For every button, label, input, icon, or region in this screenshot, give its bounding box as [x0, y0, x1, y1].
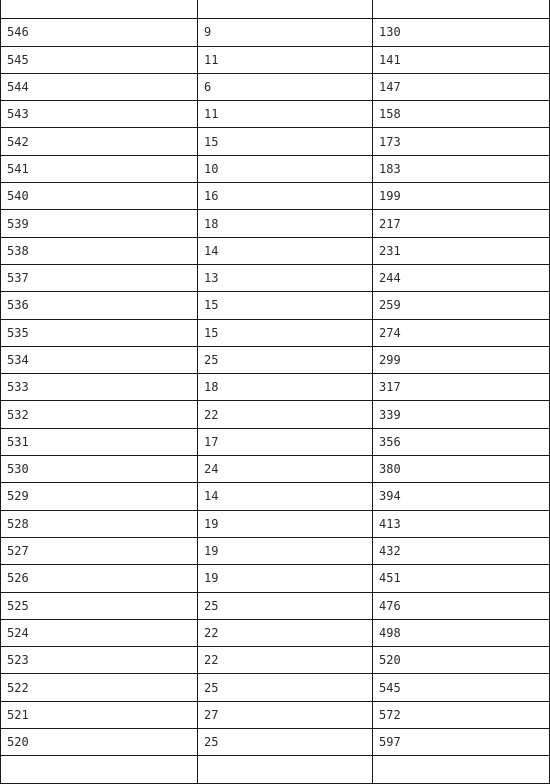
cumulative-cell: 130	[373, 19, 550, 46]
score-cell: 534	[1, 346, 198, 373]
score-cell: 536	[1, 292, 198, 319]
count-cell: 25	[198, 592, 373, 619]
score-cell: 521	[1, 701, 198, 728]
count-cell: 14	[198, 237, 373, 264]
score-cell: 520	[1, 729, 198, 756]
cumulative-cell	[373, 0, 550, 19]
table-row	[1, 456, 550, 483]
score-cell: 525	[1, 592, 198, 619]
cumulative-cell: 339	[373, 401, 550, 428]
table-row	[1, 183, 550, 210]
table-row	[1, 565, 550, 592]
count-cell: 15	[198, 292, 373, 319]
count-cell: 19	[198, 565, 373, 592]
cumulative-cell: 299	[373, 346, 550, 373]
count-cell: 25	[198, 674, 373, 701]
cumulative-cell: 231	[373, 237, 550, 264]
cumulative-cell: 147	[373, 73, 550, 100]
cumulative-cell: 173	[373, 128, 550, 155]
cumulative-cell: 451	[373, 565, 550, 592]
table-row	[1, 428, 550, 455]
score-cell: 535	[1, 319, 198, 346]
count-cell: 9	[198, 19, 373, 46]
cumulative-cell: 183	[373, 155, 550, 182]
count-cell: 11	[198, 101, 373, 128]
table-body	[1, 0, 550, 783]
count-cell	[198, 756, 373, 783]
count-cell: 15	[198, 319, 373, 346]
count-cell: 25	[198, 346, 373, 373]
score-cell: 528	[1, 510, 198, 537]
table-row	[1, 701, 550, 728]
count-cell: 10	[198, 155, 373, 182]
cumulative-cell: 274	[373, 319, 550, 346]
table-row	[1, 729, 550, 756]
score-cell: 541	[1, 155, 198, 182]
cumulative-cell: 476	[373, 592, 550, 619]
cumulative-cell: 545	[373, 674, 550, 701]
score-cell: 523	[1, 647, 198, 674]
table-row	[1, 374, 550, 401]
count-cell	[198, 0, 373, 19]
cumulative-cell: 141	[373, 46, 550, 73]
count-cell: 6	[198, 73, 373, 100]
score-cell	[1, 0, 198, 19]
cumulative-cell: 244	[373, 264, 550, 291]
cumulative-cell: 380	[373, 456, 550, 483]
score-cell: 538	[1, 237, 198, 264]
cumulative-cell: 413	[373, 510, 550, 537]
table-row	[1, 346, 550, 373]
score-cell: 524	[1, 619, 198, 646]
count-cell: 27	[198, 701, 373, 728]
score-cell: 531	[1, 428, 198, 455]
table-row	[1, 19, 550, 46]
cumulative-cell: 158	[373, 101, 550, 128]
score-cell: 530	[1, 456, 198, 483]
count-cell: 22	[198, 401, 373, 428]
count-cell: 19	[198, 537, 373, 564]
count-cell: 18	[198, 374, 373, 401]
cumulative-cell	[373, 756, 550, 783]
table-row	[1, 319, 550, 346]
cumulative-cell: 498	[373, 619, 550, 646]
table-row	[1, 155, 550, 182]
table-row	[1, 73, 550, 100]
score-cell: 529	[1, 483, 198, 510]
table-row	[1, 237, 550, 264]
cumulative-cell: 597	[373, 729, 550, 756]
table-row	[1, 619, 550, 646]
table-row	[1, 592, 550, 619]
table-row	[1, 101, 550, 128]
cumulative-cell: 394	[373, 483, 550, 510]
table-row	[1, 46, 550, 73]
cumulative-cell: 259	[373, 292, 550, 319]
table-row	[1, 537, 550, 564]
table-row	[1, 128, 550, 155]
score-cell: 542	[1, 128, 198, 155]
count-cell: 11	[198, 46, 373, 73]
score-cell: 546	[1, 19, 198, 46]
count-cell: 18	[198, 210, 373, 237]
count-cell: 22	[198, 647, 373, 674]
table-row	[1, 292, 550, 319]
count-cell: 19	[198, 510, 373, 537]
score-cell: 532	[1, 401, 198, 428]
score-cell: 522	[1, 674, 198, 701]
table-row	[1, 401, 550, 428]
score-cell: 526	[1, 565, 198, 592]
table-row	[1, 647, 550, 674]
table-row	[1, 674, 550, 701]
score-cell: 543	[1, 101, 198, 128]
count-cell: 15	[198, 128, 373, 155]
cumulative-cell: 356	[373, 428, 550, 455]
score-cell: 527	[1, 537, 198, 564]
score-cell	[1, 756, 198, 783]
cumulative-cell: 572	[373, 701, 550, 728]
table-row	[1, 264, 550, 291]
score-cell: 540	[1, 183, 198, 210]
cumulative-cell: 199	[373, 183, 550, 210]
score-cell: 537	[1, 264, 198, 291]
cumulative-cell: 217	[373, 210, 550, 237]
count-cell: 17	[198, 428, 373, 455]
score-cell: 533	[1, 374, 198, 401]
score-cell: 545	[1, 46, 198, 73]
count-cell: 16	[198, 183, 373, 210]
table-row-partial	[1, 756, 550, 783]
cumulative-cell: 317	[373, 374, 550, 401]
score-cell: 539	[1, 210, 198, 237]
table-row	[1, 510, 550, 537]
count-cell: 24	[198, 456, 373, 483]
score-cell: 544	[1, 73, 198, 100]
count-cell: 13	[198, 264, 373, 291]
table-row	[1, 210, 550, 237]
count-cell: 25	[198, 729, 373, 756]
table-row	[1, 483, 550, 510]
cumulative-cell: 520	[373, 647, 550, 674]
count-cell: 22	[198, 619, 373, 646]
cumulative-cell: 432	[373, 537, 550, 564]
table-row-partial	[1, 0, 550, 19]
count-cell: 14	[198, 483, 373, 510]
